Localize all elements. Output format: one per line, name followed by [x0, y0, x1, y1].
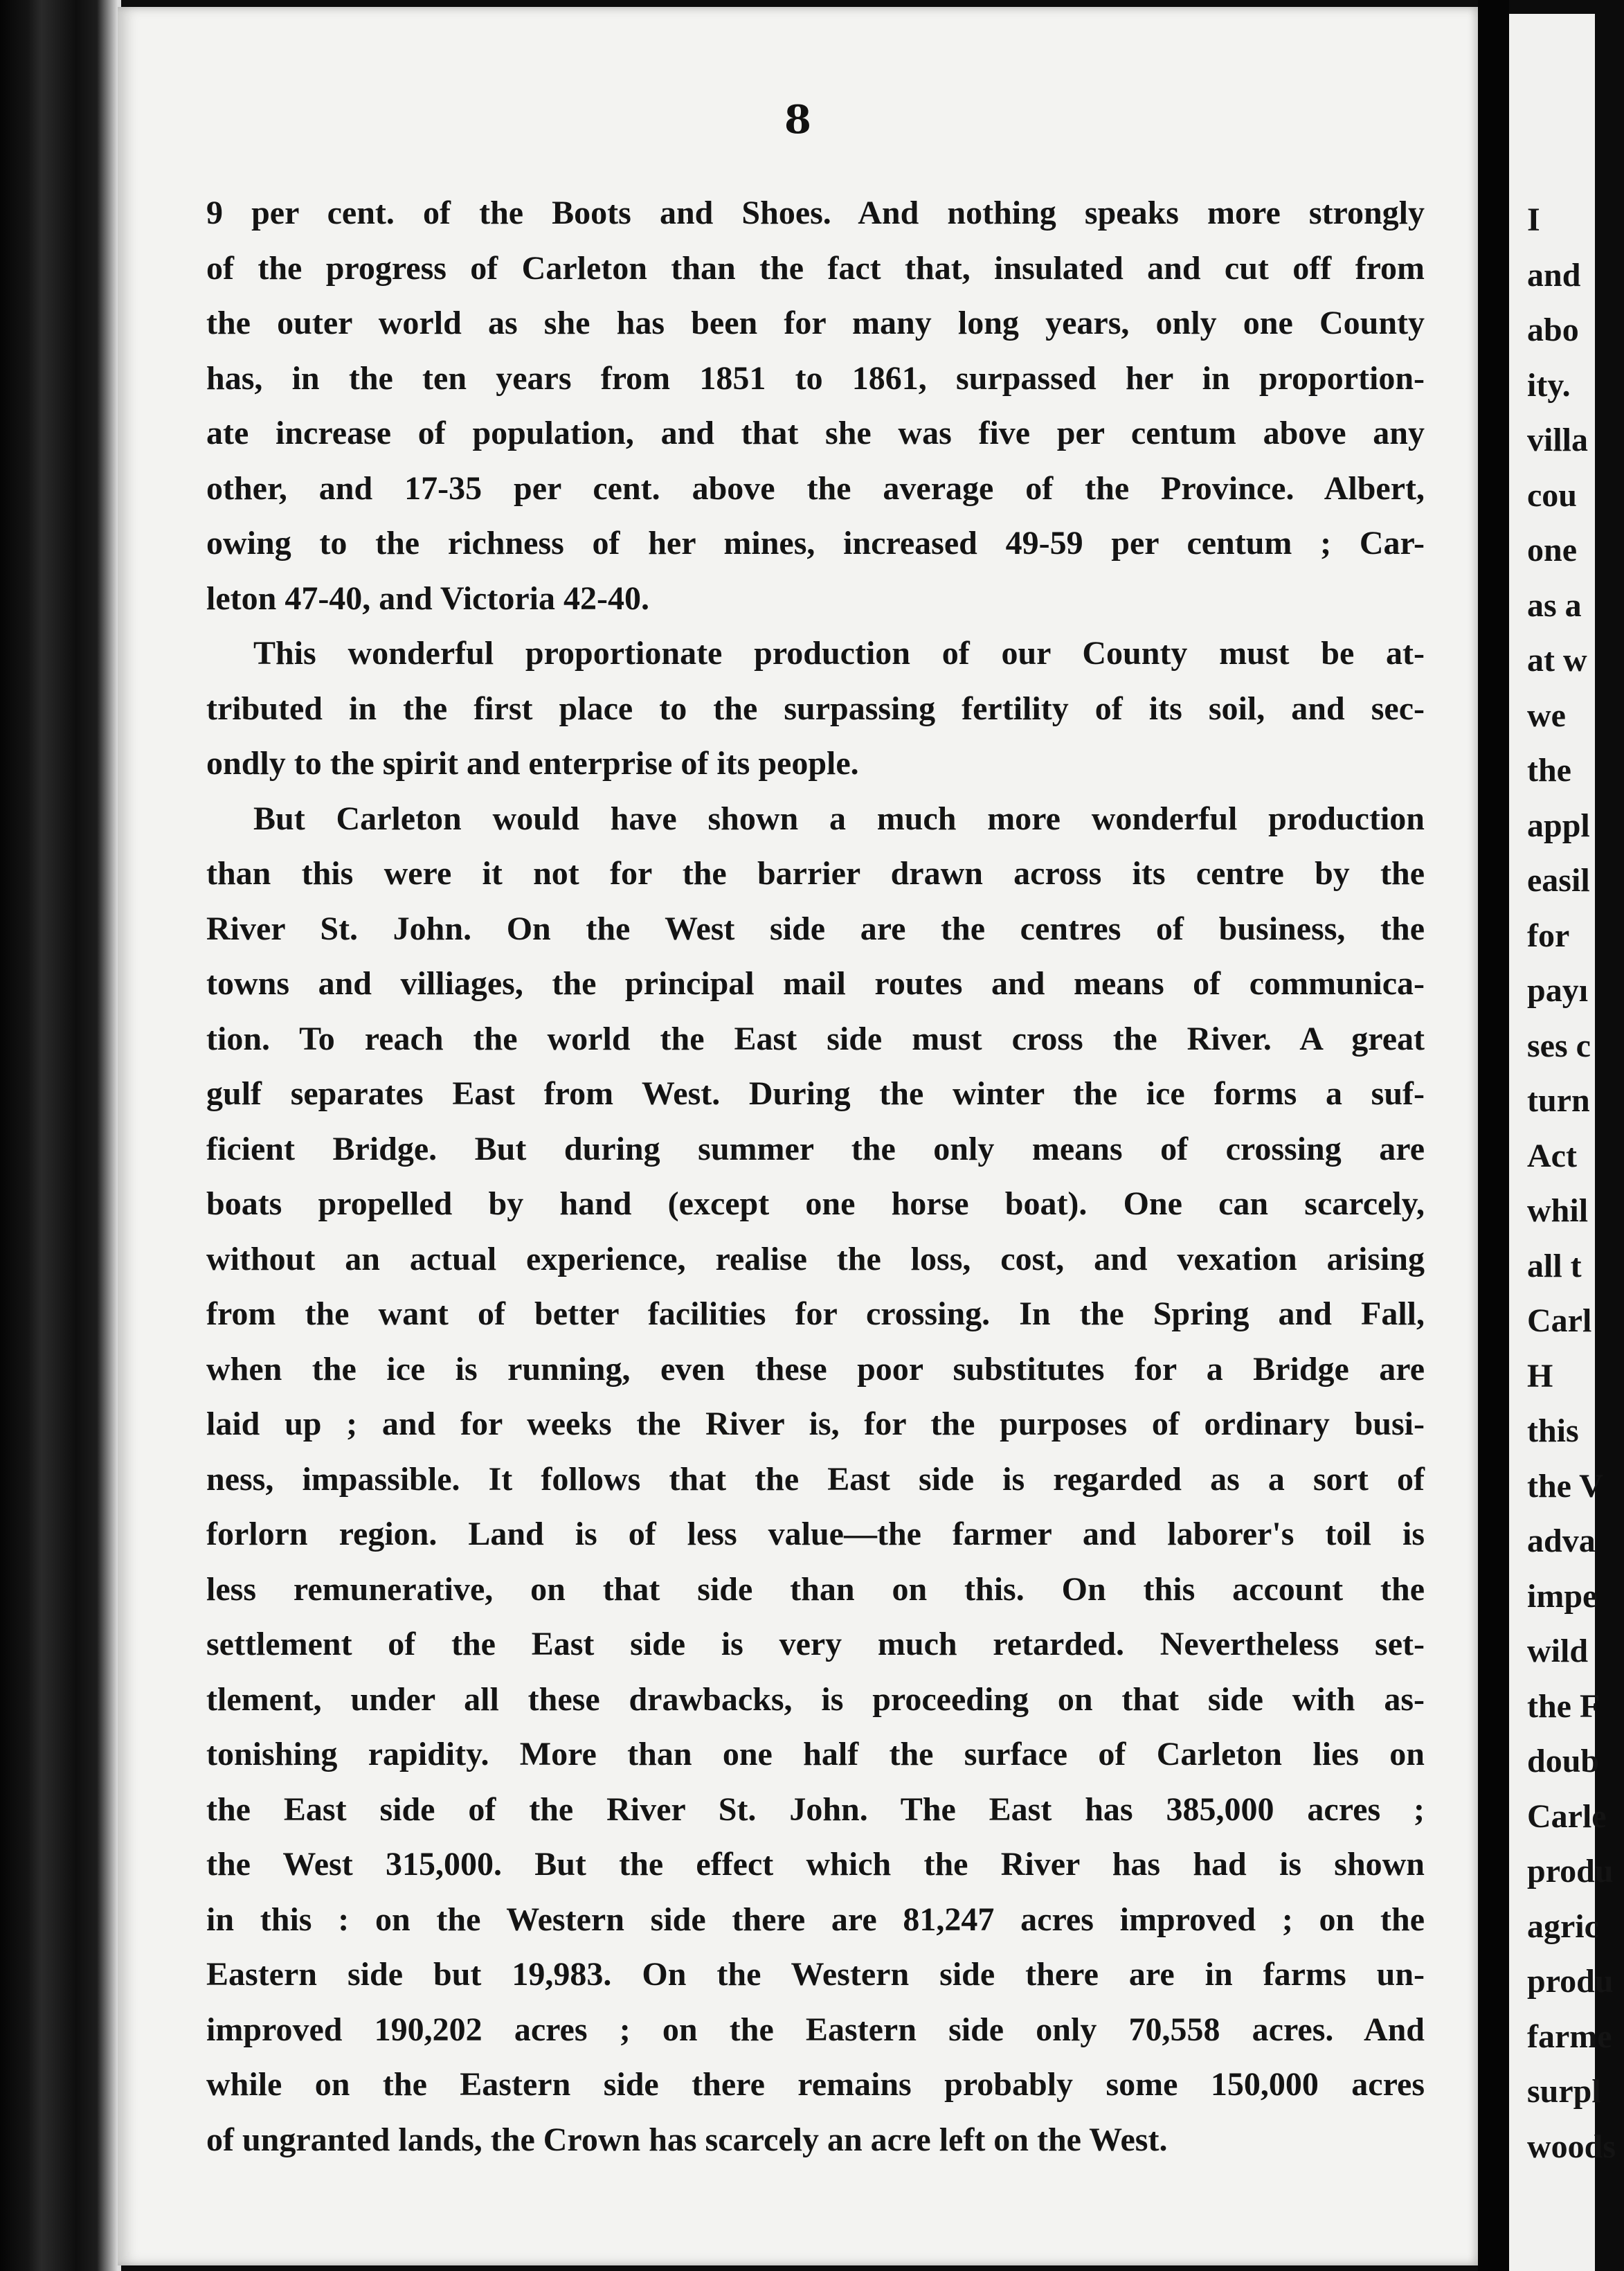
adjacent-page-fragment — [1509, 14, 1616, 2271]
adjacent-text-fragment: for — [1527, 917, 1570, 954]
adjacent-text-fragment: the — [1527, 752, 1571, 789]
adjacent-text-fragment: wild — [1527, 1633, 1589, 1669]
text-line: the East side of the River St. John. The East has 385,000 acres ; — [206, 1790, 1425, 1828]
text-line: settlement of the East side is very much retarded. Nevertheless set- — [206, 1626, 1425, 1662]
adjacent-text-fragment: produ — [1527, 1963, 1614, 2000]
text-line: Eastern side but 19,983. On the Western side there are in farms un- — [206, 1956, 1425, 1993]
adjacent-text-fragment: surpl — [1527, 2073, 1601, 2110]
page-number: 8 — [784, 97, 811, 143]
adjacent-text-fragment: ses c — [1527, 1027, 1591, 1064]
text-line: But Carleton would have shown a much more wonderful production — [253, 800, 1425, 837]
adjacent-text-fragment: I — [1527, 201, 1540, 238]
text-line: while on the Eastern side there remains probably some 150,000 acres — [206, 2066, 1425, 2103]
text-line: leton 47-40, and Victoria 42-40. — [206, 580, 649, 617]
text-line: owing to the richness of her mines, increased 49-59 per centum ; Car- — [206, 525, 1425, 562]
text-line: from the want of better facilities for crossing. In the Spring and Fall, — [206, 1295, 1425, 1332]
book-binding-edge — [0, 0, 121, 2271]
text-line: of the progress of Carleton than the fact that, insulated and cut off from — [206, 249, 1425, 287]
text-line: boats propelled by hand (except one horse boat). One can scarcely, — [206, 1185, 1425, 1222]
text-line: other, and 17-35 per cent. above the average of the Province. Albert, — [206, 469, 1425, 507]
adjacent-text-fragment: the V — [1527, 1467, 1603, 1505]
text-line: tributed in the first place to the surpassing fertility of its soil, and sec- — [206, 690, 1425, 727]
text-line: the outer world as she has been for many long years, only one County — [206, 305, 1425, 341]
text-line: tlement, under all these drawbacks, is proceeding on that side with as- — [206, 1680, 1425, 1718]
text-line: has, in the ten years from 1851 to 1861, surpassed her in proportion- — [206, 359, 1425, 397]
text-line: tonishing rapidity. More than one half the surface of Carleton lies on — [206, 1736, 1425, 1772]
text-line: ondly to the spirit and enterprise of its people. — [206, 745, 859, 782]
text-line: the West 315,000. But the effect which the River has had is shown — [206, 1846, 1425, 1883]
adjacent-page-text — [1527, 192, 1624, 2174]
adjacent-text-fragment: turn — [1527, 1082, 1590, 1119]
text-line: in this : on the Western side there are 81,247 acres improved ; on the — [206, 1901, 1425, 1938]
adjacent-text-fragment: Carle — [1527, 1797, 1607, 1835]
adjacent-text-fragment: at w — [1527, 642, 1587, 679]
text-line: when the ice is running, even these poor substitutes for a Bridge are — [206, 1350, 1425, 1388]
adjacent-text-fragment: cou — [1527, 476, 1577, 514]
adjacent-text-fragment: payı — [1527, 972, 1589, 1009]
adjacent-text-fragment: woods — [1527, 2128, 1616, 2165]
text-line: tion. To reach the world the East side must cross the River. A great — [206, 1020, 1425, 1057]
body-text — [206, 186, 1425, 2167]
adjacent-text-fragment: the F — [1527, 1687, 1600, 1725]
adjacent-text-fragment: Carl — [1527, 1302, 1592, 1339]
adjacent-text-fragment: as a — [1527, 586, 1582, 624]
adjacent-text-fragment: easil — [1527, 862, 1590, 899]
text-line: of ungranted lands, the Crown has scarcely an acre left on the West. — [206, 2121, 1168, 2158]
text-line: ate increase of population, and that she was five per centum above any — [206, 415, 1425, 451]
adjacent-text-fragment: farme — [1527, 2018, 1612, 2055]
adjacent-text-fragment: whil — [1527, 1192, 1589, 1229]
page-gutter — [1478, 0, 1509, 2271]
adjacent-text-fragment: produ — [1527, 1853, 1614, 1889]
text-line: ness, impassible. It follows that the East side is regarded as a sort of — [206, 1460, 1425, 1498]
text-line: less remunerative, on that side than on this. On this account the — [206, 1570, 1425, 1608]
text-line: gulf separates East from West. During the winter the ice forms a suf- — [206, 1075, 1425, 1112]
adjacent-text-fragment: and — [1527, 256, 1581, 294]
adjacent-text-fragment: impe — [1527, 1577, 1598, 1615]
text-line: forlorn region. Land is of less value—the farmer and laborer's toil is — [206, 1516, 1425, 1552]
adjacent-text-fragment: all t — [1527, 1247, 1582, 1284]
text-line: laid up ; and for weeks the River is, for the purposes of ordinary busi- — [206, 1406, 1425, 1442]
adjacent-text-fragment: adva — [1527, 1523, 1596, 1559]
adjacent-text-fragment: one — [1527, 532, 1577, 568]
text-line: 9 per cent. of the Boots and Shoes. And nothing speaks more strongly — [206, 195, 1425, 231]
adjacent-text-fragment: agric — [1527, 1908, 1599, 1945]
adjacent-text-fragment: appl — [1527, 807, 1590, 844]
adjacent-text-fragment: Act — [1527, 1137, 1577, 1174]
text-line: This wonderful proportionate production of our County must be at- — [253, 635, 1425, 672]
text-line: River St. John. On the West side are the centres of business, the — [206, 910, 1425, 947]
adjacent-text-fragment: we — [1527, 697, 1566, 734]
text-line: towns and villiages, the principal mail routes and means of communica- — [206, 965, 1425, 1002]
document-page — [118, 7, 1478, 2265]
text-line: ficient Bridge. But during summer the only means of crossing are — [206, 1130, 1425, 1167]
text-line: improved 190,202 acres ; on the Eastern side only 70,558 acres. And — [206, 2011, 1425, 2048]
adjacent-text-fragment: H — [1527, 1357, 1553, 1394]
text-line: without an actual experience, realise the loss, cost, and vexation arising — [206, 1240, 1425, 1277]
text-line: than this were it not for the barrier drawn across its centre by the — [206, 855, 1425, 892]
adjacent-text-fragment: abo — [1527, 312, 1579, 348]
adjacent-text-fragment: this — [1527, 1412, 1579, 1449]
adjacent-text-fragment: ity. — [1527, 366, 1571, 404]
adjacent-text-fragment: doub — [1527, 1743, 1600, 1779]
adjacent-text-fragment: villa — [1527, 422, 1589, 458]
